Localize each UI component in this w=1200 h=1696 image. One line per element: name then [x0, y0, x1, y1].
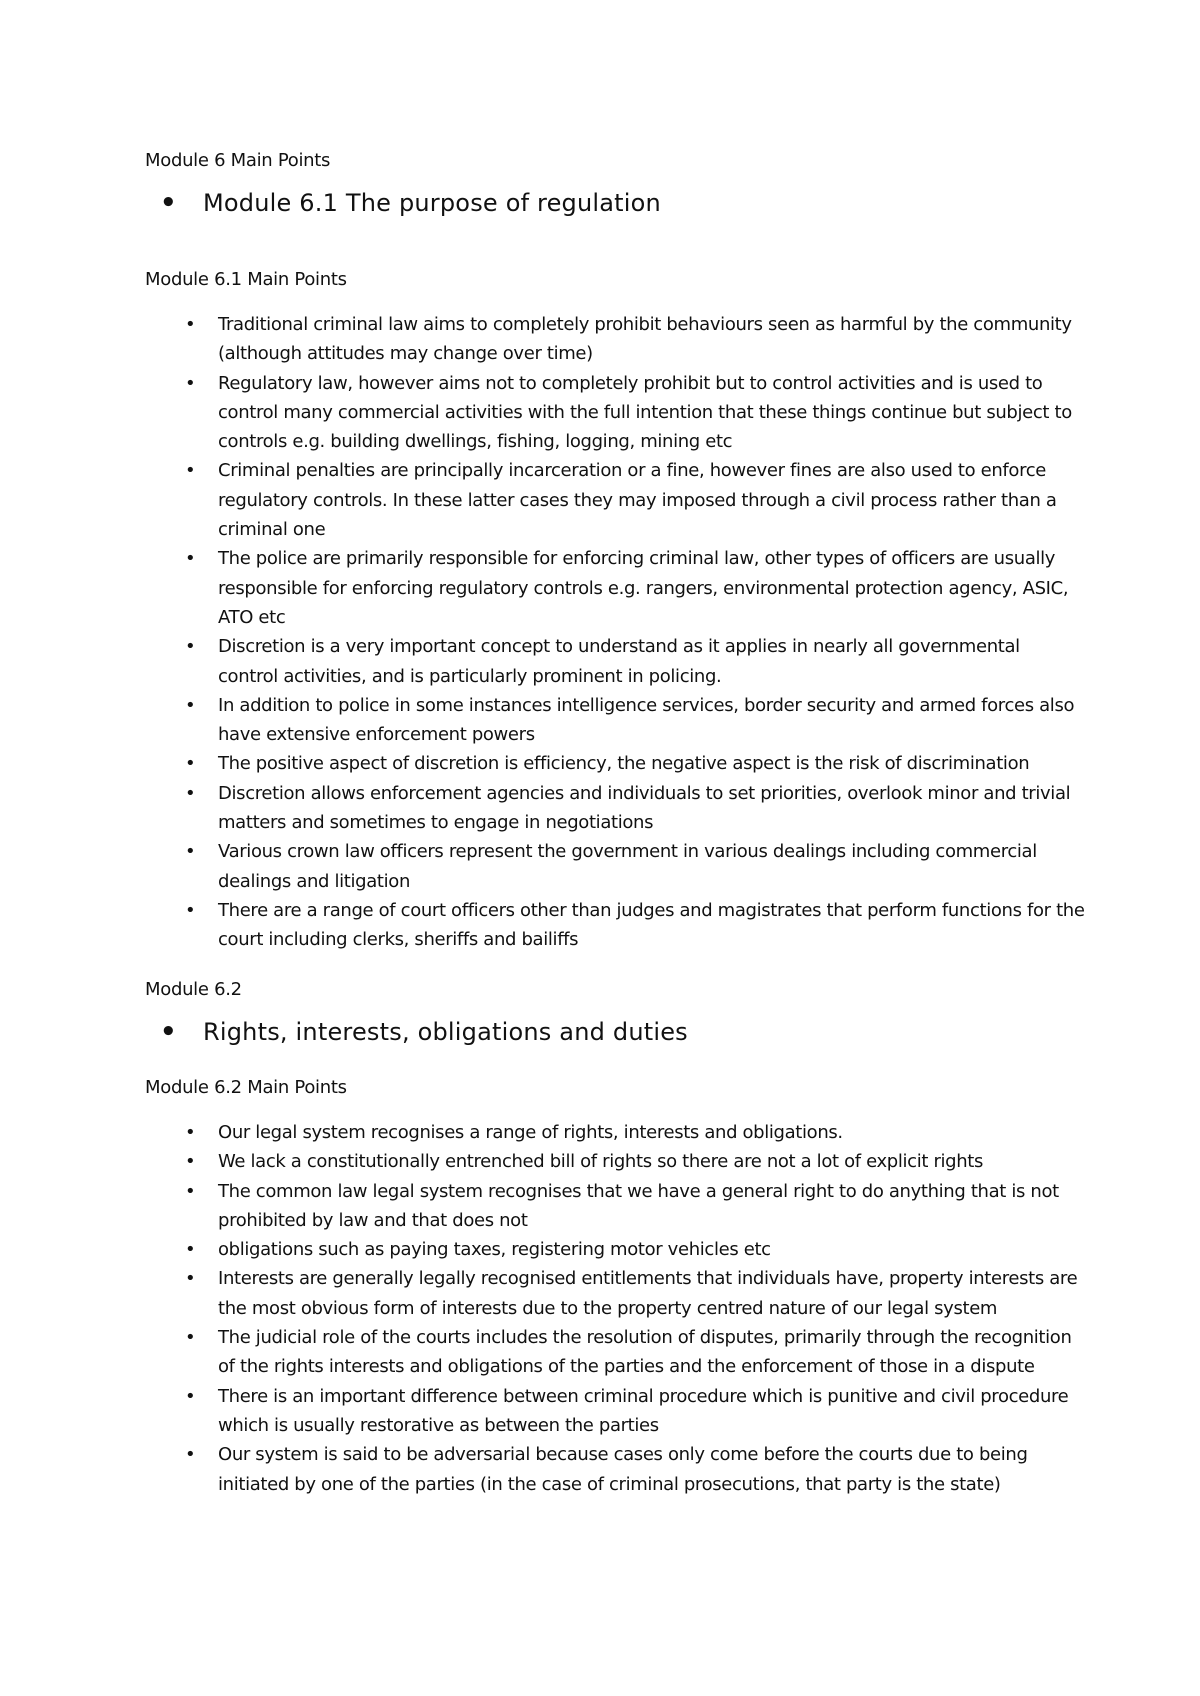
list-item: • There is an important difference between criminal procedure which is punitive and civil procedure which is usually restorative as between the parties: [185, 1382, 1085, 1441]
intro-label: Module 6 Main Points: [145, 150, 331, 171]
list-item: • Regulatory law, however aims not to completely prohibit but to control activities and is used to control many commercial activities with the full intention that these things continue but subject to controls e.g. building dwellings, fishing, logging, mining etc: [185, 369, 1085, 457]
list-item: • Discretion is a very important concept to understand as it applies in nearly all governmental control activities, and is particularly prominent in policing.: [185, 632, 1085, 691]
list-item: • The positive aspect of discretion is efficiency, the negative aspect is the risk of discrimination: [185, 749, 1085, 778]
list-item: • Criminal penalties are principally incarceration or a fine, however fines are also used to enforce regulatory controls. In these latter cases they may imposed through a civil process rather than a criminal one: [185, 456, 1085, 544]
list-item: • We lack a constitutionally entrenched bill of rights so there are not a lot of explicit rights: [185, 1147, 1085, 1176]
section-6-2-points-list: [185, 1118, 1085, 1499]
heading-bullet-6-1: •: [160, 188, 177, 218]
bullet-icon: •: [185, 636, 196, 658]
bullet-icon: •: [185, 1268, 196, 1290]
list-item: • obligations such as paying taxes, registering motor vehicles etc: [185, 1235, 1085, 1264]
list-item: • Interests are generally legally recognised entitlements that individuals have, property interests are the most obvious form of interests due to the property centred nature of our legal system: [185, 1264, 1085, 1323]
list-item: • There are a range of court officers other than judges and magistrates that perform functions for the court including clerks, sheriffs and bailiffs: [185, 896, 1085, 955]
list-item: • Our system is said to be adversarial because cases only come before the courts due to being initiated by one of the parties (in the case of criminal prosecutions, that party is the state): [185, 1440, 1085, 1499]
bullet-icon: •: [185, 1444, 196, 1466]
bullet-icon: •: [185, 548, 196, 570]
bullet-icon: •: [185, 1180, 196, 1202]
bullet-icon: •: [185, 372, 196, 394]
heading-bullet-6-2: •: [160, 1017, 177, 1047]
list-item: • Various crown law officers represent the government in various dealings including commercial dealings and litigation: [185, 837, 1085, 896]
list-item: • Our legal system recognises a range of rights, interests and obligations.: [185, 1118, 1085, 1147]
section-heading-6-1: Module 6.1 The purpose of regulation: [203, 189, 661, 217]
bullet-icon: •: [185, 899, 196, 921]
bullet-icon: •: [185, 1385, 196, 1407]
section-heading-6-2: Rights, interests, obligations and duties: [203, 1018, 688, 1046]
bullet-icon: •: [185, 1327, 196, 1349]
bullet-icon: •: [185, 460, 196, 482]
list-item: • The police are primarily responsible for enforcing criminal law, other types of officers are usually responsible for enforcing regulatory controls e.g. rangers, environmental protection agency, ASIC, ATO etc: [185, 544, 1085, 632]
list-item: • The judicial role of the courts includes the resolution of disputes, primarily through the recognition of the rights interests and obligations of the parties and the enforcement of those in a dispute: [185, 1323, 1085, 1382]
section-6-1-points-list: [185, 310, 1085, 955]
bullet-icon: •: [185, 782, 196, 804]
list-item: • The common law legal system recognises that we have a general right to do anything that is not prohibited by law and that does not: [185, 1177, 1085, 1236]
section-6-2-module-label: Module 6.2: [145, 979, 242, 1000]
section-6-2-points-label: Module 6.2 Main Points: [145, 1077, 347, 1098]
list-item: • Discretion allows enforcement agencies and individuals to set priorities, overlook minor and trivial matters and sometimes to engage in negotiations: [185, 779, 1085, 838]
bullet-icon: •: [185, 841, 196, 863]
bullet-icon: •: [185, 1122, 196, 1143]
bullet-icon: •: [185, 1239, 196, 1261]
bullet-icon: •: [185, 314, 196, 335]
section-6-1-points-label: Module 6.1 Main Points: [145, 269, 347, 290]
list-item: • Traditional criminal law aims to completely prohibit behaviours seen as harmful by the community (although attitudes may change over time): [185, 310, 1085, 369]
bullet-icon: •: [185, 753, 196, 775]
bullet-icon: •: [185, 694, 196, 716]
bullet-icon: •: [185, 1151, 196, 1173]
list-item: • In addition to police in some instances intelligence services, border security and armed forces also have extensive enforcement powers: [185, 691, 1085, 750]
